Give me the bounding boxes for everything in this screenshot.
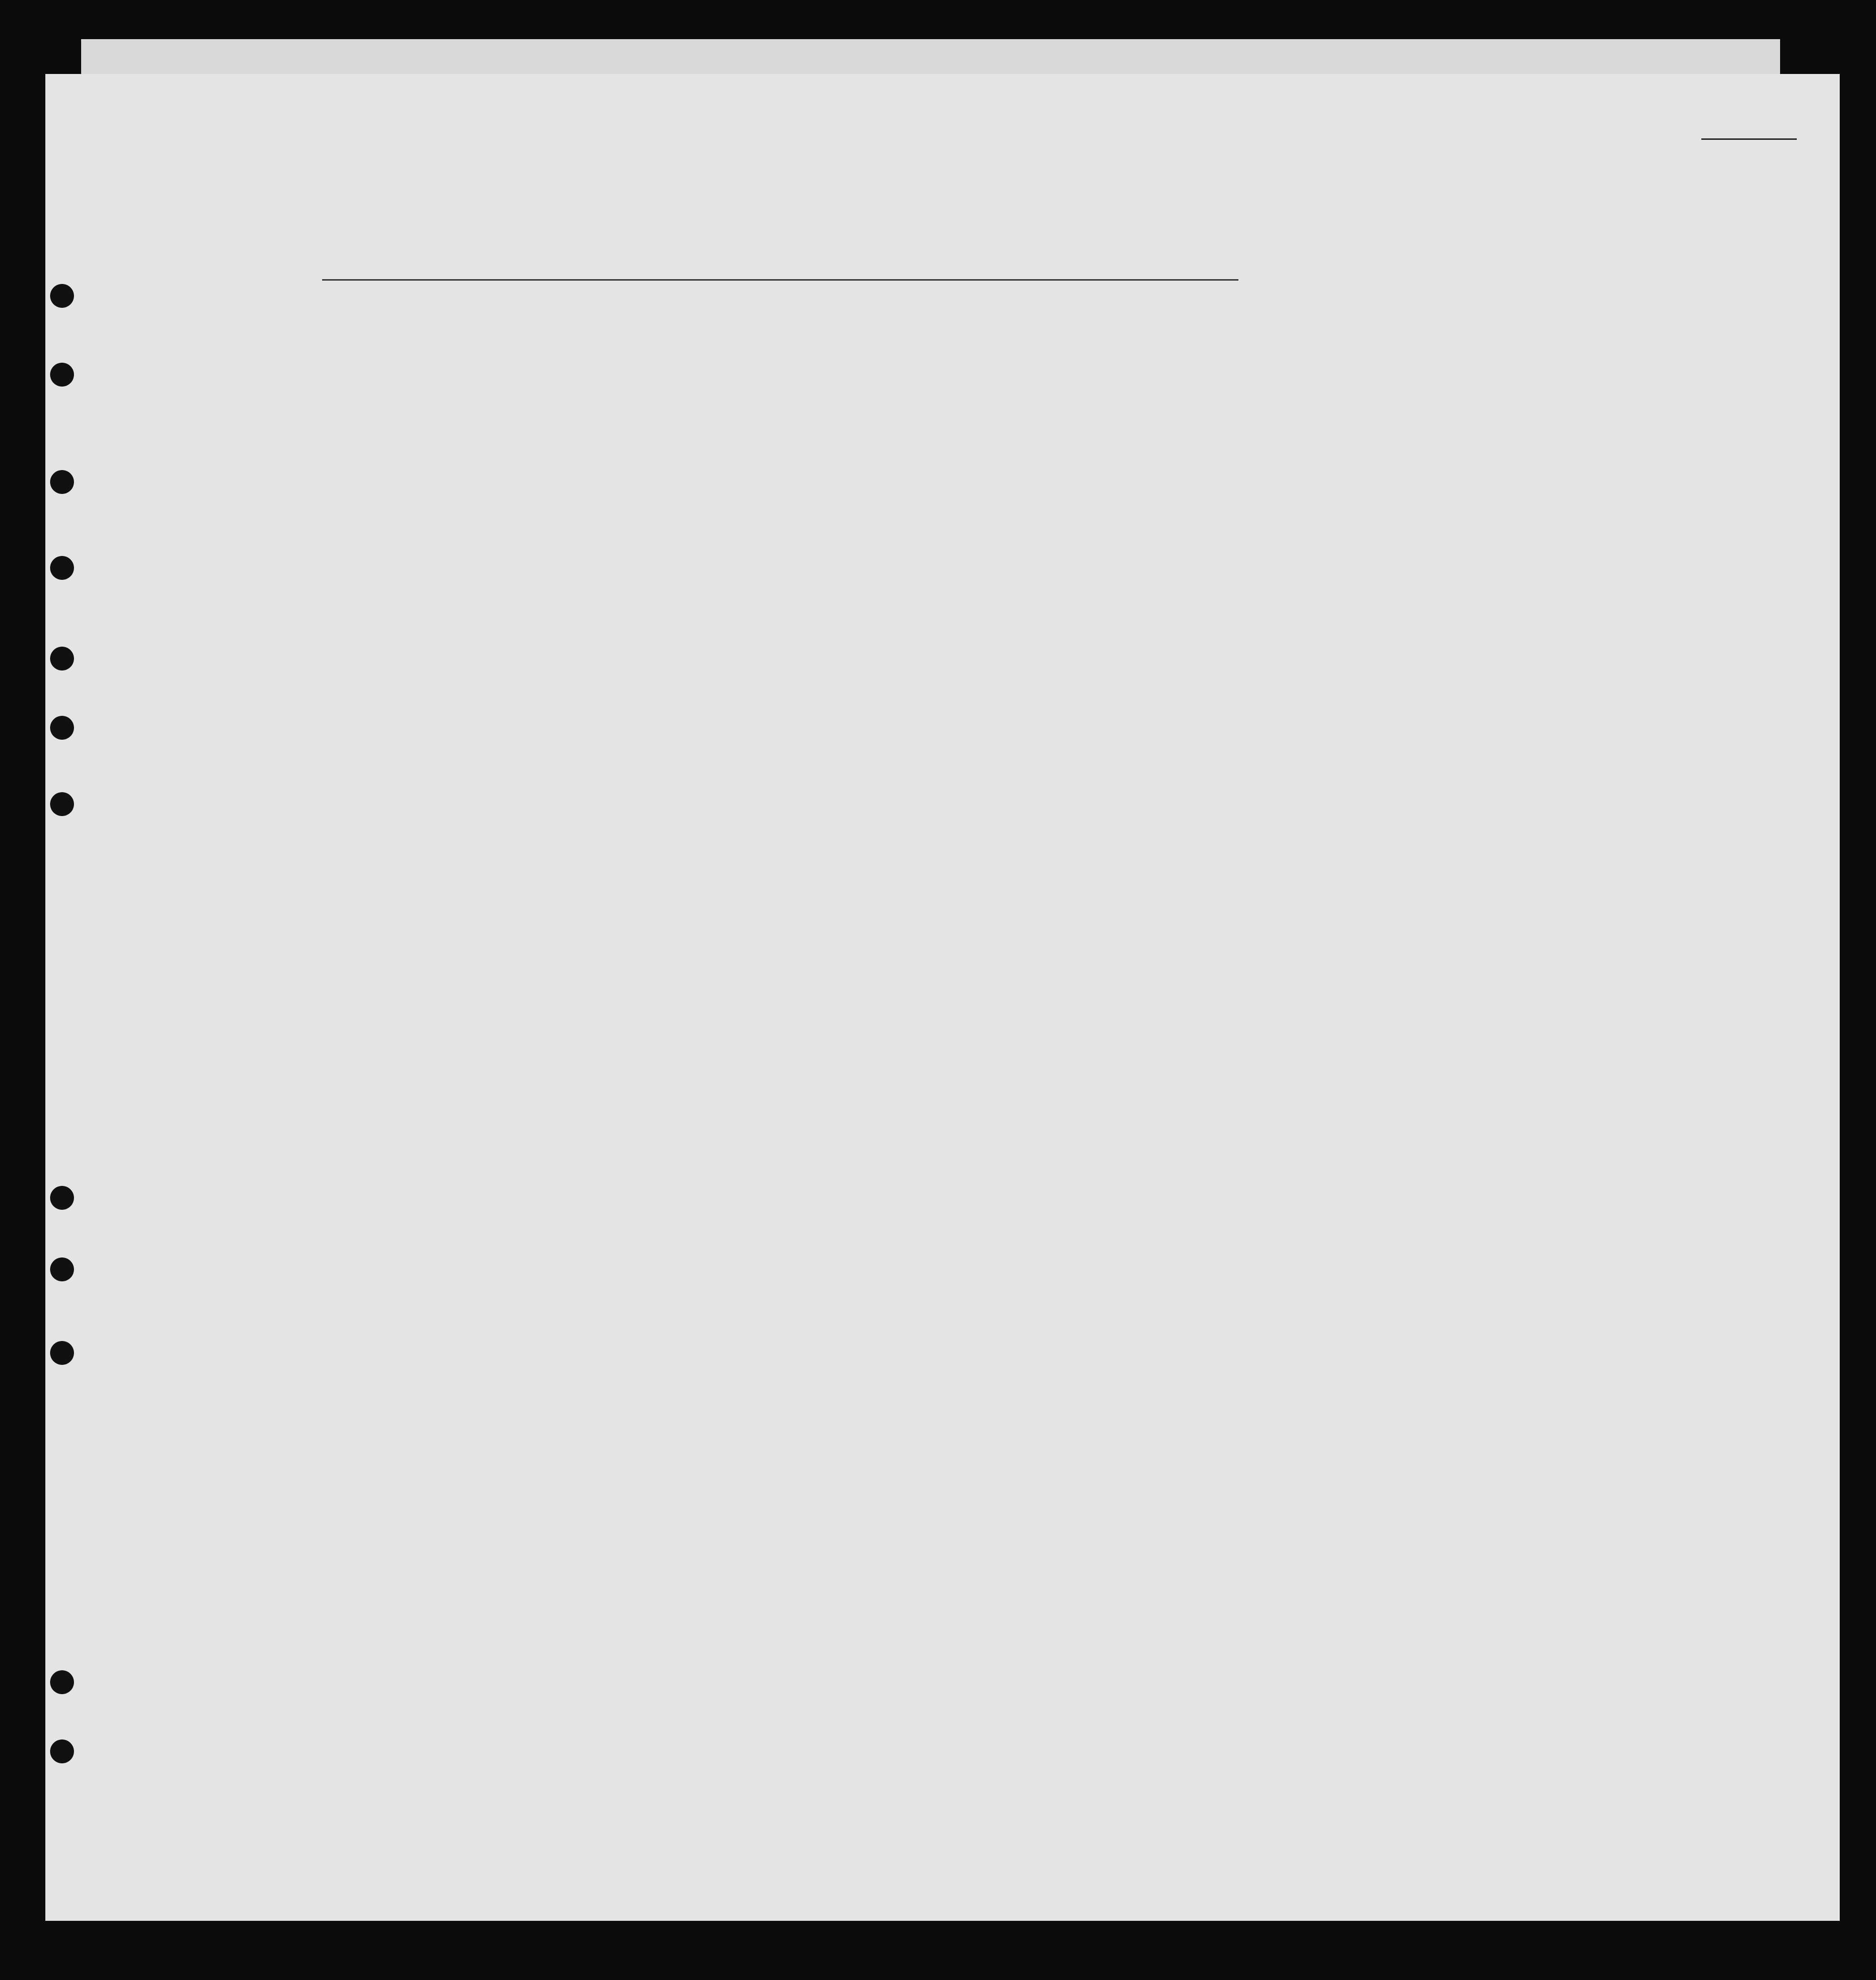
- header-labor-offer: [1363, 341, 1406, 465]
- header-polygamist: [1268, 341, 1289, 465]
- header-deported: [1411, 341, 1454, 465]
- header-money: [671, 341, 693, 465]
- manifest-page: [45, 74, 1840, 1921]
- header-prison: [1238, 341, 1265, 465]
- header-purpose-length: [1128, 360, 1171, 465]
- ledger-grid: [45, 74, 1840, 1921]
- header-ticket: [555, 348, 584, 463]
- header-anarchist: [1292, 341, 1313, 465]
- header-purpose-citizen: [1180, 360, 1228, 465]
- header-overthrow: [1316, 341, 1362, 465]
- header-purpose-return: [1080, 360, 1123, 465]
